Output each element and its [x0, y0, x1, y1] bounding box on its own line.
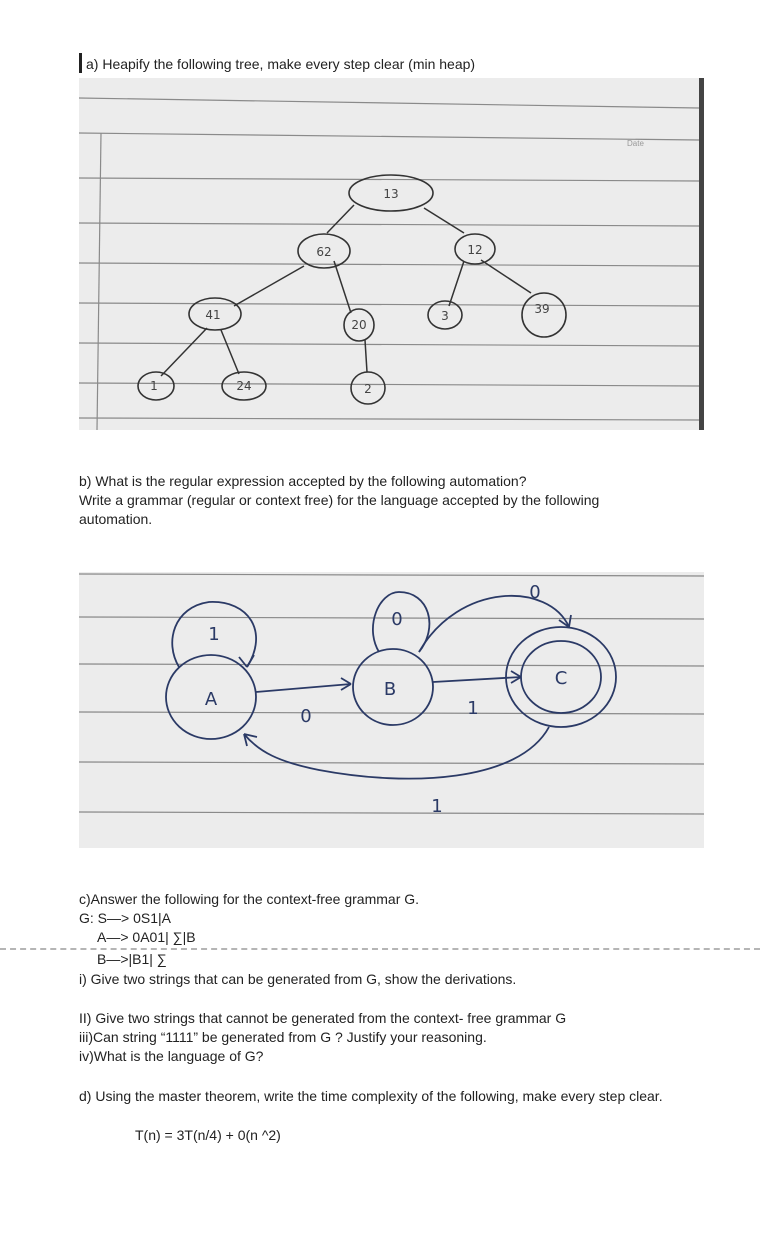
text-cursor: [79, 53, 82, 73]
tree-label-39: 39: [534, 302, 550, 316]
question-d: d) Using the master theorem, write the time complexity of the following, make every step clear.: [79, 1088, 663, 1104]
question-b-line1: b) What is the regular expression accepted by the following automation?: [79, 473, 527, 489]
tree-photo: [79, 78, 704, 430]
question-b-line2: Write a grammar (regular or context free) for the language accepted by the following: [79, 492, 600, 508]
state-label-B: B: [383, 679, 397, 700]
tree-label-13: 13: [383, 187, 399, 201]
question-b-line3: automation.: [79, 511, 153, 527]
tree-label-24: 24: [236, 379, 252, 393]
state-label-A: A: [204, 689, 218, 710]
tree-label-62: 62: [316, 245, 332, 259]
tree-label-2: 2: [364, 382, 372, 396]
tree-label-1: 1: [150, 379, 158, 393]
label-loop-A: 1: [208, 624, 220, 645]
grammar-rule-a: A—> 0A01| ∑|B: [97, 929, 196, 945]
grammar-rule-b: B—>|B1| ∑: [97, 951, 167, 967]
tree-label-12: 12: [467, 243, 483, 257]
label-loop-B: 0: [391, 609, 403, 630]
tree-label-20: 20: [351, 318, 367, 332]
automaton-photo: [79, 572, 704, 848]
date-label: Date: [627, 139, 644, 148]
question-a-heading: a) Heapify the following tree, make every step clear (min heap): [86, 56, 476, 72]
question-c-i: i) Give two strings that can be generated from G, show the derivations.: [79, 971, 517, 987]
label-B-C: 1: [467, 698, 479, 719]
question-c-iii: iii)Can string “1111” be generated from G ? Justify your reasoning.: [79, 1029, 487, 1045]
question-c-intro: c)Answer the following for the context-free grammar G.: [79, 891, 420, 907]
recurrence-equation: T(n) = 3T(n/4) + 0(n ^2): [135, 1127, 281, 1143]
label-B-C-top: 0: [529, 582, 541, 603]
question-c-ii: II) Give two strings that cannot be generated from the context- free grammar G: [79, 1010, 567, 1026]
label-C-A: 1: [431, 796, 443, 817]
state-label-C: C: [554, 668, 568, 689]
tree-label-3: 3: [441, 309, 449, 323]
question-c-iv: iv)What is the language of G?: [79, 1048, 264, 1064]
grammar-rule-s: G: S—> 0S1|A: [79, 910, 171, 926]
tree-label-41: 41: [205, 308, 221, 322]
label-A-B: 0: [300, 706, 312, 727]
